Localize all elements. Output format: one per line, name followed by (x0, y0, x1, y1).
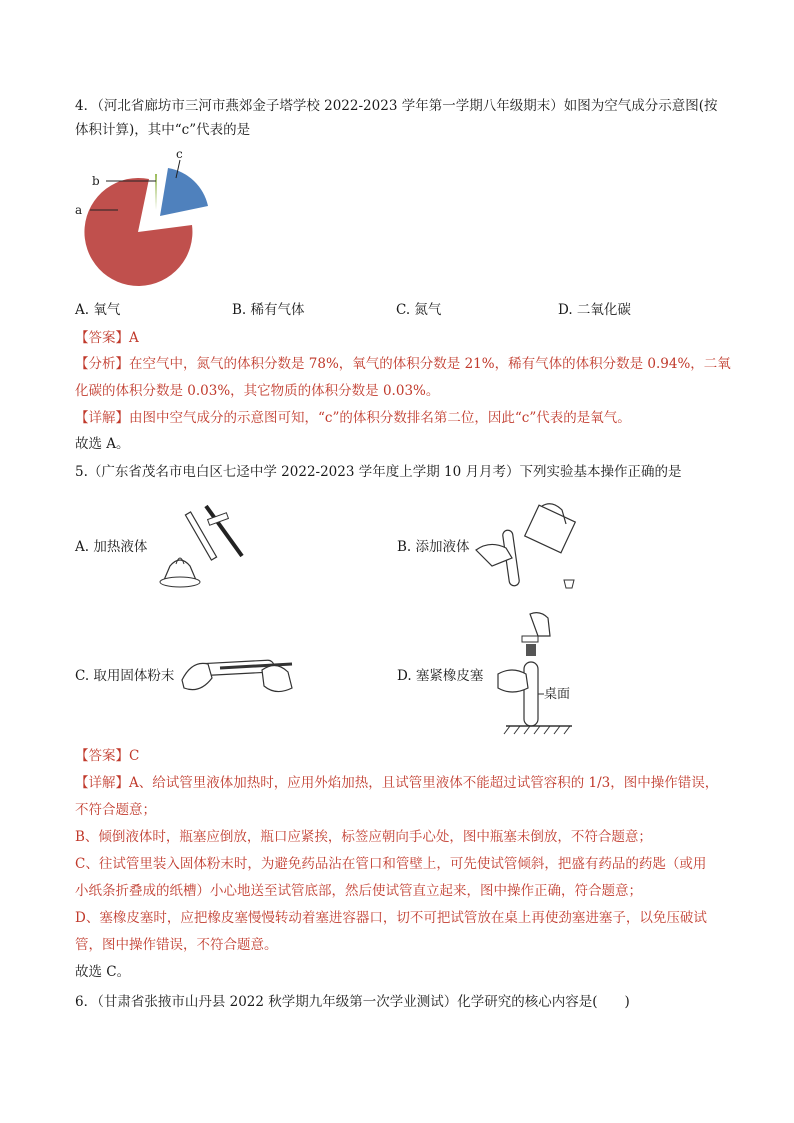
pie-slice-c (160, 168, 208, 216)
q5-option-a-label: A. 加热液体 (75, 539, 148, 555)
q5-detail-line5: 小纸条折叠成的纸槽）小心地送至试管底部，然后使试管直立起来，图中操作正确，符合题意； (75, 883, 642, 899)
q4-answer (75, 328, 139, 348)
q5-option-d-label: D. 塞紧橡皮塞 (397, 668, 484, 684)
q4-detail (75, 408, 631, 428)
air-composition-pie-chart (72, 148, 222, 288)
q5-choose: 故选 C。 (75, 964, 131, 980)
detail-tag: 【详解】 (75, 775, 129, 791)
q4-choose: 故选 A。 (75, 436, 130, 452)
q4-option-d: D. 二氧化碳 (558, 302, 631, 318)
q5-detail-line2: 不符合题意； (75, 802, 156, 818)
pie-label-b: b (92, 174, 100, 188)
q4-option-b: B. 稀有气体 (232, 302, 305, 318)
detail-text: 由图中空气成分的示意图可知，“c”的体积分数排名第二位，因此“c”代表的是氧气。 (129, 410, 631, 426)
q5-detail-line6: D、塞橡皮塞时，应把橡皮塞慢慢转动着塞进容器口，切不可把试管放在桌上再使劲塞进塞子，以免压破试 (75, 910, 707, 926)
desk-label: 桌面 (544, 687, 571, 702)
pie-slice-b (155, 174, 157, 210)
rubber-stopper-illustration (492, 610, 582, 740)
heating-liquid-illustration (150, 498, 246, 594)
answer-value: C (129, 748, 140, 764)
adding-liquid-illustration (472, 500, 582, 596)
pie-label-c: c (176, 148, 183, 161)
q5-option-b-label: B. 添加液体 (397, 539, 470, 555)
answer-value: A (129, 330, 139, 346)
q4-analysis-line1 (75, 354, 731, 374)
q5-detail-line4: C、往试管里装入固体粉末时，为避免药品沾在管口和管壁上，可先使试管倾斜，把盛有药品的药匙（或用 (75, 856, 707, 872)
q4-analysis-line2: 化碳的体积分数是 0.03%，其它物质的体积分数是 0.03%。 (75, 383, 440, 399)
detail-text: A、给试管里液体加热时，应用外焰加热，且试管里液体不能超过试管容积的 1/3，图中操作错误， (129, 775, 719, 791)
q4-option-a: A. 氧气 (75, 302, 121, 318)
analysis-text: 在空气中，氮气的体积分数是 78%，氧气的体积分数是 21%，稀有气体的体积分数是 0.94%，二氧 (129, 356, 731, 372)
answer-tag: 【答案】 (75, 330, 129, 346)
analysis-tag: 【分析】 (75, 356, 129, 372)
answer-tag: 【答案】 (75, 748, 129, 764)
q5-detail-line7: 管，图中操作错误，不符合题意。 (75, 937, 278, 953)
q5-option-c-label: C. 取用固体粉末 (75, 668, 175, 684)
q5-stem: 5.（广东省茂名市电白区七迳中学 2022-2023 学年度上学期 10 月月考）下列实验基本操作正确的是 (75, 464, 682, 480)
q5-answer (75, 746, 139, 766)
q5-detail-line3: B、倾倒液体时，瓶塞应倒放，瓶口应紧挨，标签应朝向手心处，图中瓶塞未倒放，不符合题意； (75, 829, 652, 845)
q5-detail-line1 (75, 773, 718, 793)
q4-stem-line2: 体积计算)，其中“c”代表的是 (75, 122, 251, 138)
q4-stem-line1: 4．（河北省廊坊市三河市燕郊金子塔学校 2022-2023 学年第一学期八年级期末）如图为空气成分示意图(按 (75, 98, 718, 114)
q6-stem: 6．（甘肃省张掖市山丹县 2022 秋学期九年级第一次学业测试）化学研究的核心内容是( ) (75, 994, 630, 1010)
q4-option-c: C. 氮气 (396, 302, 442, 318)
detail-tag: 【详解】 (75, 410, 129, 426)
pie-label-a: a (75, 203, 83, 217)
powder-spatula-illustration (180, 640, 298, 704)
